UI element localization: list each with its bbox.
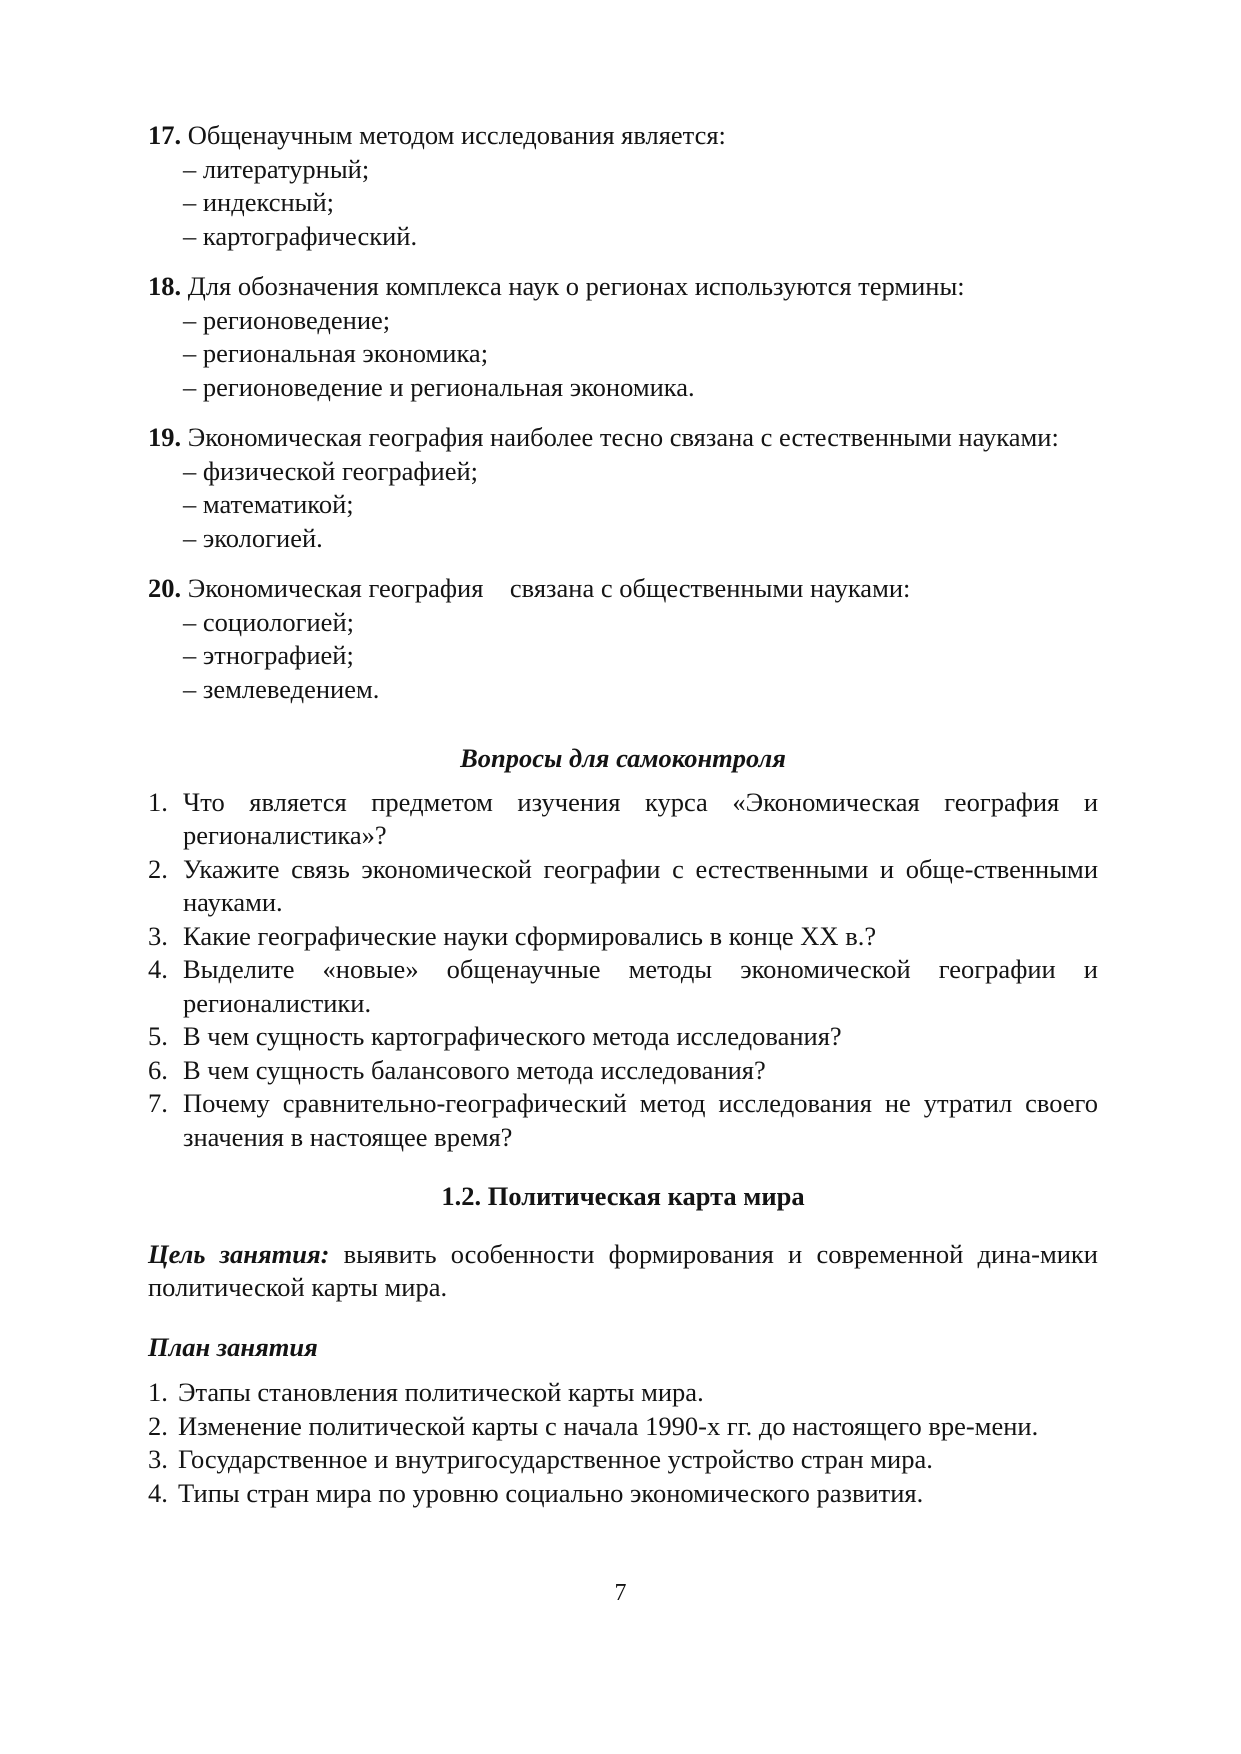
answer-option: – этнографией; bbox=[183, 640, 354, 670]
lesson-plan-list bbox=[148, 1376, 1098, 1510]
question-stem bbox=[148, 119, 1098, 153]
list-marker: 3. bbox=[148, 1444, 168, 1474]
list-marker: 4. bbox=[148, 1477, 168, 1508]
list-item-text: В чем сущность картографического метода исследования? bbox=[183, 1021, 842, 1051]
lesson-goal bbox=[148, 1238, 1098, 1305]
list-marker: 5. bbox=[148, 1021, 168, 1051]
list-item-text: Изменение политической карты с начала 1990-х гг. до настоящего вре-мени. bbox=[178, 1410, 1039, 1441]
test-question-17 bbox=[148, 119, 1098, 253]
list-item-text: Что является предметом изучения курса «Экономическая география и регионалистика»? bbox=[183, 786, 1098, 850]
list-item-text: В чем сущность балансового метода исследования? bbox=[183, 1054, 766, 1085]
question-number: 17. bbox=[148, 120, 182, 150]
answer-options bbox=[148, 606, 1098, 707]
answer-options bbox=[148, 455, 1098, 556]
question-text: Общенаучным методом исследования является: bbox=[187, 120, 726, 150]
list-marker: 1. bbox=[148, 1377, 168, 1407]
goal-text: выявить особенности формирования и современной дина-мики политической карты мира. bbox=[148, 1238, 1098, 1302]
list-item bbox=[148, 786, 1098, 853]
question-number: 19. bbox=[148, 422, 182, 452]
list-marker: 3. bbox=[148, 920, 168, 951]
list-item-text: Этапы становления политической карты мира. bbox=[178, 1377, 704, 1407]
answer-options bbox=[148, 153, 1098, 254]
question-text: Для обозначения комплекса наук о регионах используются термины: bbox=[187, 271, 965, 301]
answer-options bbox=[148, 304, 1098, 405]
goal-label: Цель занятия: bbox=[148, 1238, 330, 1269]
list-marker: 6. bbox=[148, 1054, 168, 1085]
answer-option: – индексный; bbox=[183, 187, 334, 217]
self-control-heading: Вопросы для самоконтроля bbox=[460, 743, 786, 773]
list-marker: 1. bbox=[148, 786, 168, 817]
list-item-text: Государственное и внутригосударственное устройство стран мира. bbox=[178, 1444, 933, 1474]
test-question-18 bbox=[148, 270, 1098, 404]
list-marker: 7. bbox=[148, 1088, 168, 1118]
list-marker: 2. bbox=[148, 1410, 168, 1441]
answer-option: – физической географией; bbox=[183, 455, 479, 486]
list-marker: 4. bbox=[148, 954, 168, 984]
list-item bbox=[148, 1376, 1098, 1410]
self-control-questions bbox=[148, 786, 1098, 1155]
list-item-text: Укажите связь экономической географии с естественными и обще-ственными науками. bbox=[183, 853, 1098, 917]
section-title: 1.2. Политическая карта мира bbox=[441, 1181, 805, 1211]
list-item bbox=[148, 1410, 1098, 1444]
list-item bbox=[148, 1020, 1098, 1054]
question-stem bbox=[148, 572, 1098, 606]
answer-option: – региональная экономика; bbox=[183, 338, 489, 368]
page-content bbox=[148, 119, 1098, 1510]
plan-heading: План занятия bbox=[148, 1331, 318, 1362]
list-item-text: Какие географические науки сформировались в конце XX в.? bbox=[183, 920, 877, 951]
question-number: 20. bbox=[148, 573, 182, 603]
list-marker: 2. bbox=[148, 853, 168, 884]
list-item bbox=[148, 1087, 1098, 1154]
test-question-20 bbox=[148, 572, 1098, 706]
question-text: Экономическая география связана с общественными науками: bbox=[187, 573, 911, 603]
question-number: 18. bbox=[148, 271, 182, 301]
answer-option: – экологией. bbox=[183, 522, 323, 553]
answer-option: – математикой; bbox=[183, 489, 354, 519]
list-item-text: Выделите «новые» общенаучные методы экономической географии и регионалистики. bbox=[183, 954, 1098, 1018]
list-item bbox=[148, 1443, 1098, 1477]
list-item bbox=[148, 853, 1098, 920]
answer-option: – землеведением. bbox=[183, 673, 380, 704]
answer-option: – социологией; bbox=[183, 606, 354, 637]
list-item bbox=[148, 1054, 1098, 1088]
answer-option: – картографический. bbox=[183, 220, 418, 251]
answer-option: – регионоведение и региональная экономика. bbox=[183, 371, 695, 402]
list-item bbox=[148, 953, 1098, 1020]
list-item-text: Почему сравнительно-географический метод исследования не утратил своего значения в настоящее время? bbox=[183, 1088, 1098, 1152]
test-question-19 bbox=[148, 421, 1098, 555]
list-item bbox=[148, 920, 1098, 954]
question-stem bbox=[148, 421, 1098, 455]
question-stem bbox=[148, 270, 1098, 304]
list-item-text: Типы стран мира по уровню социально экономического развития. bbox=[178, 1477, 924, 1508]
list-item bbox=[148, 1477, 1098, 1511]
answer-option: – регионоведение; bbox=[183, 304, 391, 335]
answer-option: – литературный; bbox=[183, 153, 370, 184]
page-number: 7 bbox=[614, 1580, 627, 1606]
question-text: Экономическая география наиболее тесно связана с естественными науками: bbox=[187, 422, 1059, 452]
